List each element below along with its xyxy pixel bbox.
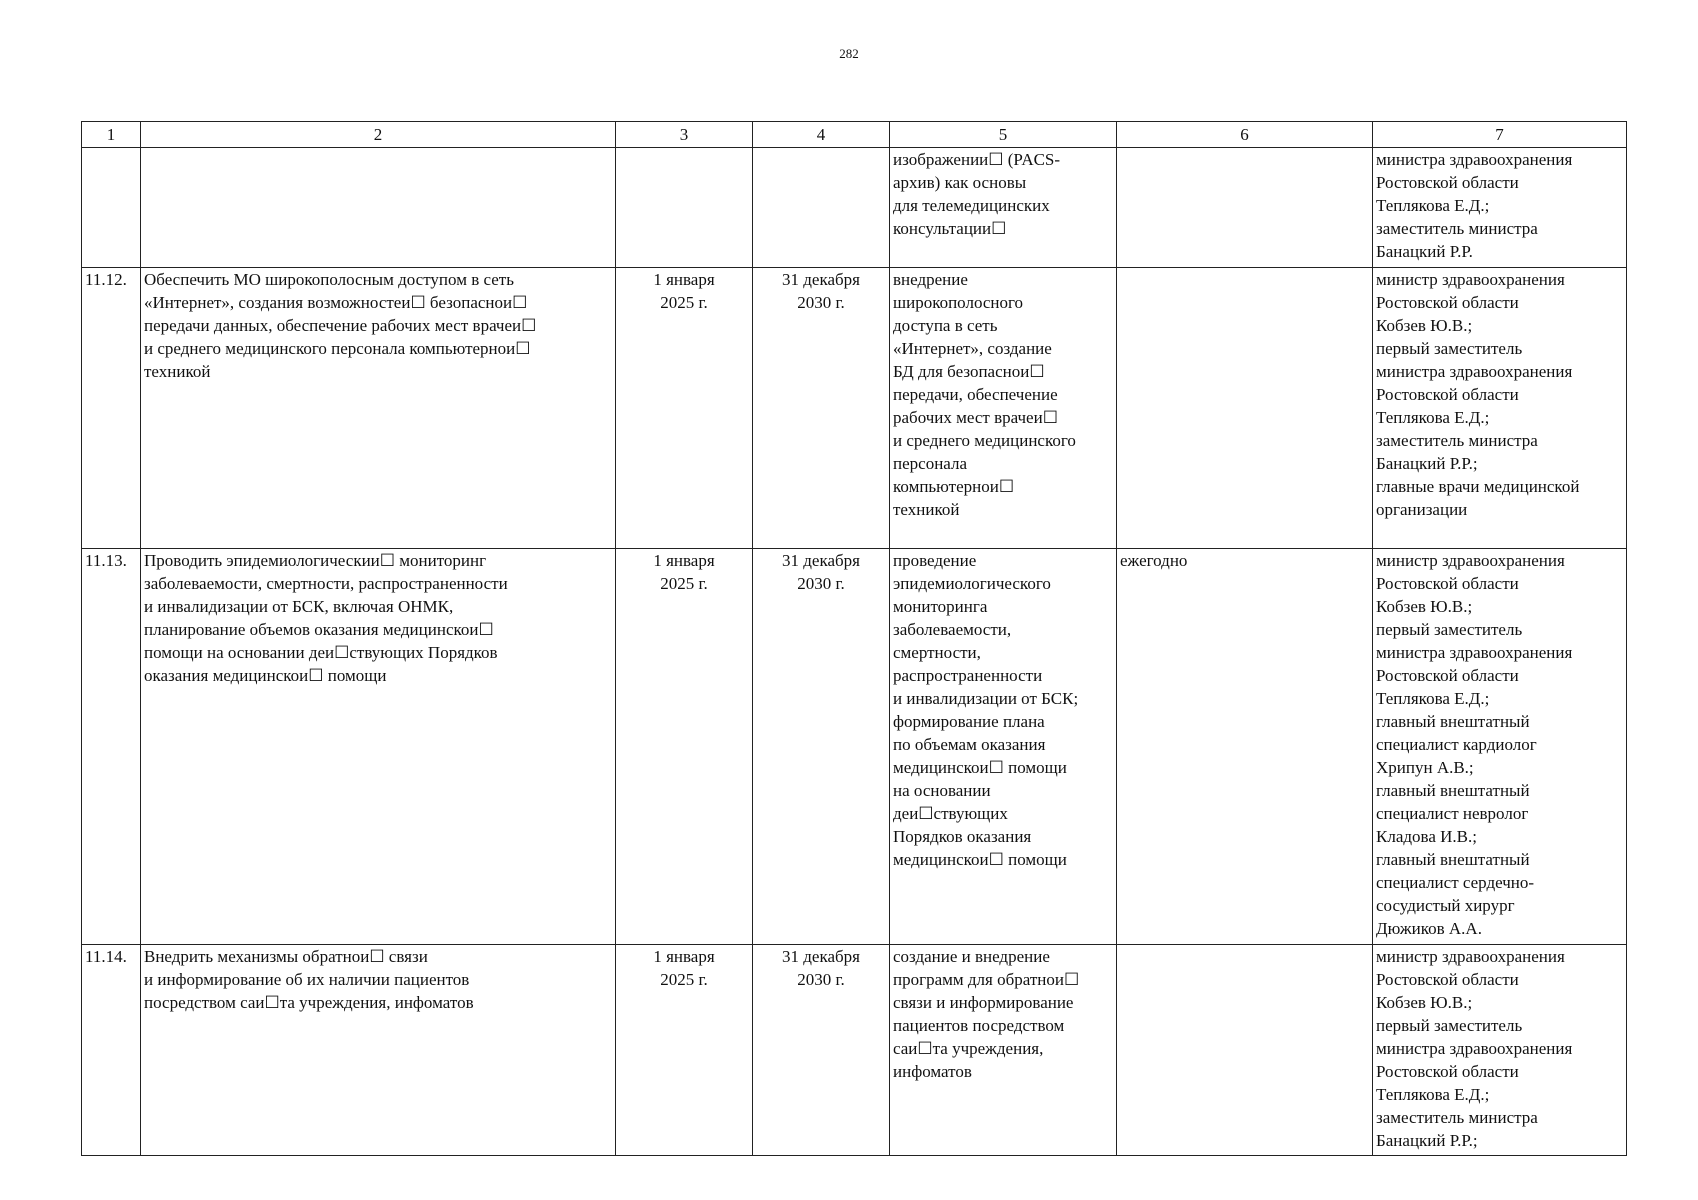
start-date xyxy=(616,148,753,268)
responsible-persons: министр здравоохранения Ростовской области Кобзев Ю.В.; первый заместитель министра здравоохранения Ростовской области Теплякова Е.Д.; заместитель министра Банацкий Р.Р.; xyxy=(1373,945,1627,1156)
column-header-1: 1 xyxy=(82,122,141,148)
expected-result: проведение эпидемиологического мониторинга заболеваемости, смертности, распространенности и инвалидизации от БСК; формирование плана по объемам оказания медицинскои☐ помощи на основании деи☐ствующих Порядков оказания медицинскои☐ помощи xyxy=(890,549,1117,945)
column-header-5: 5 xyxy=(890,122,1117,148)
task-description: Проводить эпидемиологическии☐ мониторинг заболеваемости, смертности, распространенности и инвалидизации от БСК, включая ОНМК, планирование объемов оказания медицинскои☐ помощи на основании деи☐ствующих Порядков оказания медицинскои☐ помощи xyxy=(141,549,616,945)
expected-result: создание и внедрение программ для обратнои☐ связи и информирование пациентов посредством саи☐та учреждения, инфоматов xyxy=(890,945,1117,1156)
end-date xyxy=(753,148,890,268)
start-date: 1 января 2025 г. xyxy=(616,549,753,945)
task-description: Обеспечить МО широкополосным доступом в сеть «Интернет», создания возможностеи☐ безопаснои☐ передачи данных, обеспечение рабочих мест врачеи☐ и среднего медицинского персонала компьютернои☐ техникой xyxy=(141,268,616,549)
row-number xyxy=(82,148,141,268)
task-description: Внедрить механизмы обратнои☐ связи и информирование об их наличии пациентов посредством саи☐та учреждения, инфоматов xyxy=(141,945,616,1156)
page-number: 282 xyxy=(839,46,859,61)
column-header-2: 2 xyxy=(141,122,616,148)
header-row xyxy=(82,122,1627,148)
frequency xyxy=(1117,148,1373,268)
frequency xyxy=(1117,945,1373,1156)
row-number: 11.14. xyxy=(82,945,141,1156)
responsible-persons: министр здравоохранения Ростовской области Кобзев Ю.В.; первый заместитель министра здравоохранения Ростовской области Теплякова Е.Д.; главный внештатный специалист кардиолог Хрипун А.В.; главный внештатный специалист невролог Кладова И.В.; главный внештатный специалист сердечно- сосудистый хирург Дюжиков А.А. xyxy=(1373,549,1627,945)
end-date: 31 декабря 2030 г. xyxy=(753,945,890,1156)
end-date: 31 декабря 2030 г. xyxy=(753,268,890,549)
column-header-3: 3 xyxy=(616,122,753,148)
end-date: 31 декабря 2030 г. xyxy=(753,549,890,945)
column-header-7: 7 xyxy=(1373,122,1627,148)
action-plan-table xyxy=(81,121,1627,1156)
expected-result: изображении☐ (PACS- архив) как основы для телемедицинских консультации☐ xyxy=(890,148,1117,268)
expected-result: внедрение широкополосного доступа в сеть «Интернет», создание БД для безопаснои☐ передачи, обеспечение рабочих мест врачеи☐ и среднего медицинского персонала компьютернои☐ техникой xyxy=(890,268,1117,549)
table-row xyxy=(82,549,1627,945)
responsible-persons: министра здравоохранения Ростовской области Теплякова Е.Д.; заместитель министра Банацкий Р.Р. xyxy=(1373,148,1627,268)
start-date: 1 января 2025 г. xyxy=(616,945,753,1156)
table-row xyxy=(82,268,1627,549)
task-description xyxy=(141,148,616,268)
table-row xyxy=(82,945,1627,1156)
table-row xyxy=(82,148,1627,268)
frequency xyxy=(1117,268,1373,549)
responsible-persons: министр здравоохранения Ростовской области Кобзев Ю.В.; первый заместитель министра здравоохранения Ростовской области Теплякова Е.Д.; заместитель министра Банацкий Р.Р.; главные врачи медицинской организации xyxy=(1373,268,1627,549)
row-number: 11.12. xyxy=(82,268,141,549)
row-number: 11.13. xyxy=(82,549,141,945)
column-header-4: 4 xyxy=(753,122,890,148)
start-date: 1 января 2025 г. xyxy=(616,268,753,549)
frequency: ежегодно xyxy=(1117,549,1373,945)
column-header-6: 6 xyxy=(1117,122,1373,148)
